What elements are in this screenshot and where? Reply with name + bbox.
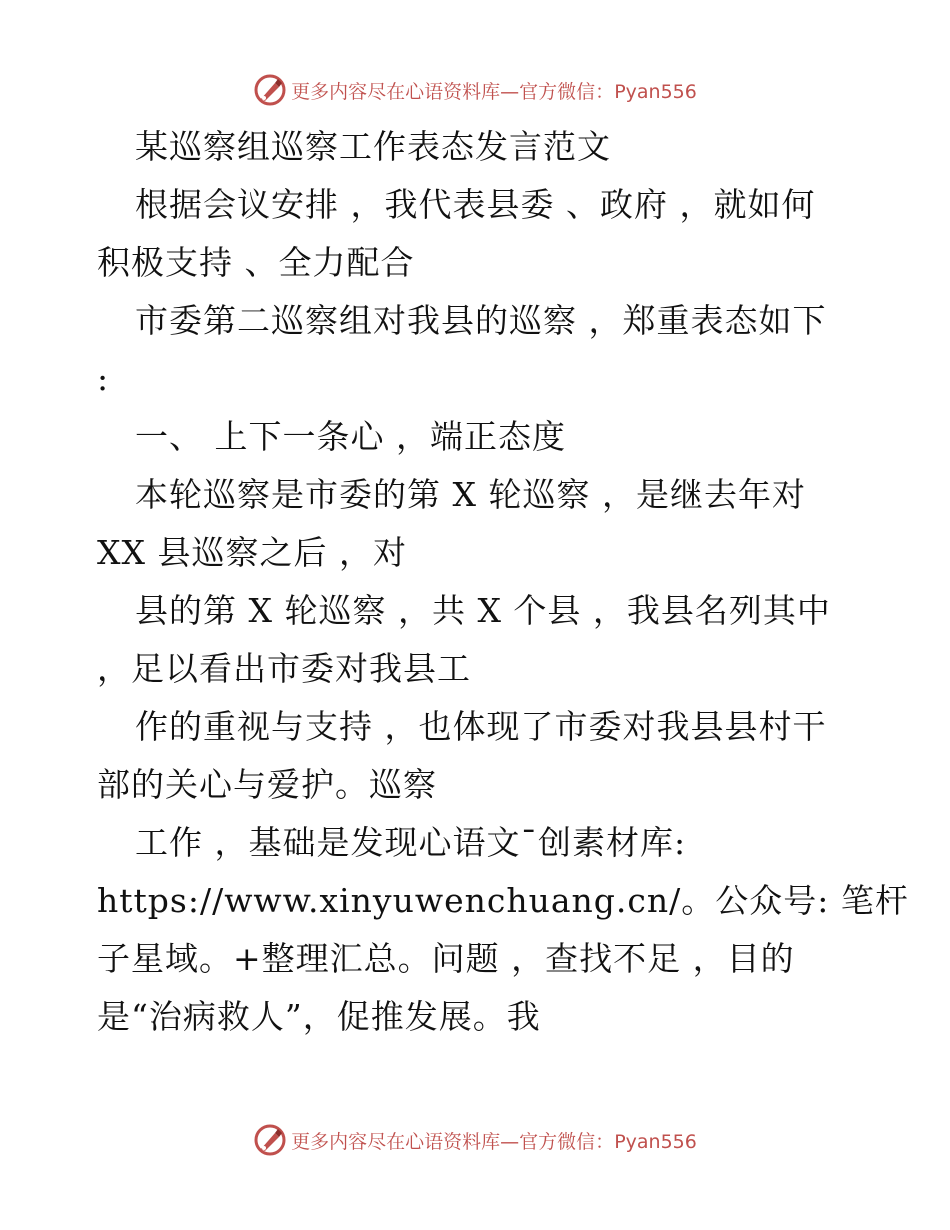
pen-logo-icon <box>253 73 287 107</box>
doc-line: 根据会议安排 ，我代表县委 、政府 ，就如何 <box>135 185 816 224</box>
doc-line: 一、 上下一条心 ，端正态度 <box>135 417 566 456</box>
footer-banner-wechat-label: 官方微信： <box>519 1130 615 1153</box>
header-banner <box>0 70 950 110</box>
footer-banner-text <box>291 1127 697 1154</box>
doc-line-url[interactable]: https://www.xinyuwenchuang.cn/。公众号: 笔杆 <box>97 881 909 920</box>
header-banner-wechat-label: 官方微信： <box>519 80 615 103</box>
footer-banner-dash: — <box>500 1130 520 1153</box>
doc-line: 市委第二巡察组对我县的巡察 ，郑重表态如下 <box>135 301 827 340</box>
header-banner-text <box>291 77 697 104</box>
footer-banner-title: 更多内容尽在心语资料库 <box>291 1130 501 1153</box>
doc-line: 积极支持 、全力配合 <box>97 243 415 282</box>
footer-banner <box>0 1120 950 1160</box>
doc-line: : <box>97 359 110 398</box>
doc-line: 本轮巡察是市委的第 X 轮巡察 ，是继去年对 <box>135 475 806 514</box>
header-banner-wechat-id: Pyan556 <box>614 80 697 103</box>
doc-line: 是“治病救人”，促推发展。我 <box>97 997 541 1036</box>
doc-line: 某巡察组巡察工作表态发言范文 <box>135 127 611 166</box>
doc-line: 作的重视与支持 ，也体现了市委对我县县村干 <box>135 707 827 746</box>
header-banner-title: 更多内容尽在心语资料库 <box>291 80 501 103</box>
doc-line: 工作 ，基础是发现心语文¯创素材库: <box>135 823 687 862</box>
doc-line: 子星域。+整理汇总。问题 ，查找不足 ，目的 <box>97 939 795 978</box>
doc-line: ，足以看出市委对我县工 <box>97 649 471 688</box>
header-banner-dash: — <box>500 80 520 103</box>
doc-line: XX 县巡察之后 ，对 <box>97 533 407 572</box>
pen-logo-icon <box>253 1123 287 1157</box>
document-body <box>97 118 909 1046</box>
doc-line: 部的关心与爱护。巡察 <box>97 765 437 804</box>
footer-banner-wechat-id: Pyan556 <box>614 1130 697 1153</box>
doc-line: 县的第 X 轮巡察 ，共 X 个县 ，我县名列其中 <box>135 591 831 630</box>
